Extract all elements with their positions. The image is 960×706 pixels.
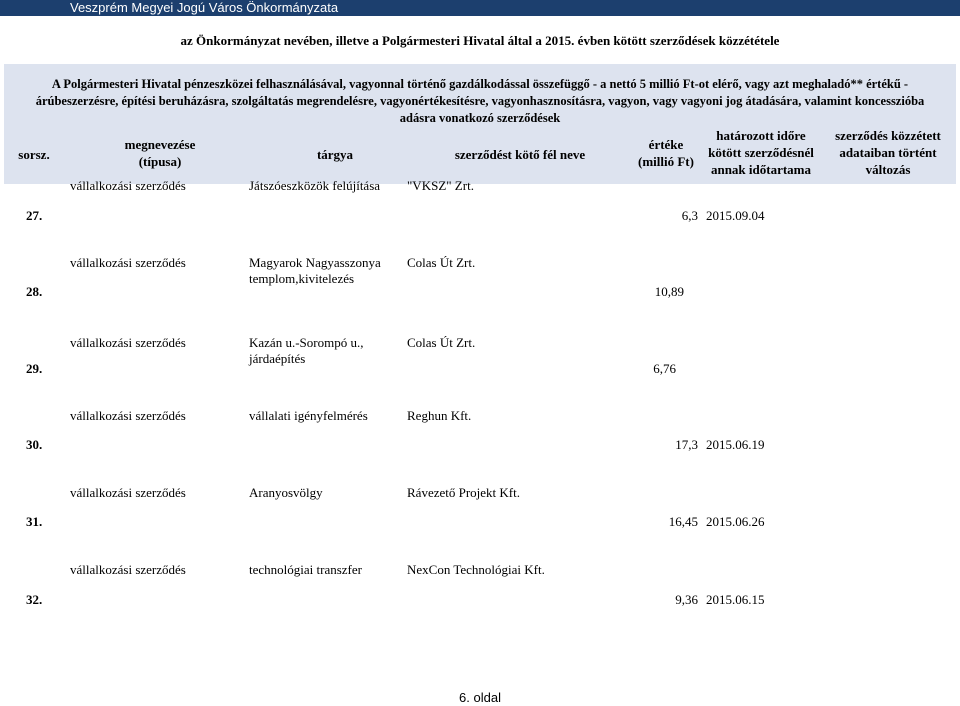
row-value: 9,36 bbox=[675, 592, 698, 607]
row-subject: Magyarok Nagyasszonya templom,kivitelezés bbox=[249, 255, 381, 286]
row-value: 17,3 bbox=[675, 437, 698, 452]
row-party: NexCon Technológiai Kft. bbox=[407, 562, 545, 577]
column-header-valtozas-line1: szerződés közzétett bbox=[835, 128, 941, 143]
column-header-megnevezese bbox=[100, 136, 220, 170]
column-header-idotartam-line3: annak időtartama bbox=[710, 162, 812, 177]
row-number: 30. bbox=[26, 437, 43, 452]
column-header-erteke-line1: értéke bbox=[648, 137, 684, 152]
row-number: 28. bbox=[26, 284, 43, 299]
row-subject: vállalati igényfelmérés bbox=[249, 408, 368, 423]
column-header-valtozas-line2: adataiban történt bbox=[839, 145, 937, 160]
column-header-targya: tárgya bbox=[316, 147, 354, 162]
row-number: 32. bbox=[26, 592, 43, 607]
row-party: "VKSZ" Zrt. bbox=[407, 178, 474, 193]
row-date: 2015.06.19 bbox=[706, 437, 765, 452]
column-header-idotartam-line2: kötött szerződésnél bbox=[708, 145, 814, 160]
column-header-sorsz: sorsz. bbox=[18, 147, 50, 162]
page-header-title: Veszprém Megyei Jogú Város Önkormányzata bbox=[70, 0, 339, 15]
row-type: vállalkozási szerződés bbox=[70, 178, 186, 193]
row-party: Colas Út Zrt. bbox=[407, 335, 476, 350]
column-header-fel: szerződést kötő fél neve bbox=[454, 147, 586, 162]
row-value: 16,45 bbox=[668, 514, 698, 529]
document-subtitle: az Önkormányzat nevében, illetve a Polgármesteri Hivatal által a 2015. évben kötött szerződések közzététele bbox=[180, 33, 780, 48]
row-date: 2015.06.26 bbox=[706, 514, 765, 529]
row-party: Reghun Kft. bbox=[407, 408, 472, 423]
row-subject: Játszóeszközök felújítása bbox=[249, 178, 381, 193]
row-type: vállalkozási szerződés bbox=[70, 485, 186, 500]
row-type: vállalkozási szerződés bbox=[70, 562, 186, 577]
column-header-erteke-line2: (millió Ft) bbox=[638, 154, 694, 169]
description-line-3: adásra vonatkozó szerződések bbox=[399, 111, 561, 125]
row-value: 10,89 bbox=[654, 284, 684, 299]
row-subject: technológiai transzfer bbox=[249, 562, 362, 577]
row-date: 2015.09.04 bbox=[706, 208, 765, 223]
column-header-idotartam-line1: határozott időre bbox=[716, 128, 806, 143]
description-line-1: A Polgármesteri Hivatal pénzeszközei felhasználásával, vagyonnal történő gazdálkodással összefüggő - a nettó 5 millió Ft-ot elérő, vagy azt meghaladó** értékű - bbox=[51, 77, 909, 91]
column-header-idotartam bbox=[700, 127, 822, 178]
row-subject: Kazán u.-Sorompó u., járdaépítés bbox=[249, 335, 364, 366]
table-description bbox=[0, 76, 960, 127]
row-party: Rávezető Projekt Kft. bbox=[407, 485, 520, 500]
row-type: vállalkozási szerződés bbox=[70, 255, 186, 270]
page-number: 6. oldal bbox=[459, 690, 501, 705]
row-subject: Aranyosvölgy bbox=[249, 485, 323, 500]
column-header-valtozas bbox=[820, 127, 956, 178]
row-value: 6,3 bbox=[681, 208, 698, 223]
page-header-bar bbox=[0, 0, 960, 16]
row-number: 27. bbox=[26, 208, 43, 223]
row-date: 2015.06.15 bbox=[706, 592, 765, 607]
description-line-2: árúbeszerzésre, építési beruházásra, szolgáltatás megrendelésre, vagyonértékesítésre, vagyonhasznosításra, vagyon, vagy vagyoni jog átadására, valamint koncesszióba bbox=[35, 94, 925, 108]
column-header-valtozas-line3: változás bbox=[865, 162, 911, 177]
column-header-erteke bbox=[626, 136, 706, 170]
row-number: 31. bbox=[26, 514, 43, 529]
row-number: 29. bbox=[26, 361, 43, 376]
row-value: 6,76 bbox=[653, 361, 676, 376]
row-type: vállalkozási szerződés bbox=[70, 408, 186, 423]
row-type: vállalkozási szerződés bbox=[70, 335, 186, 350]
column-header-megnevezese-line2: (típusa) bbox=[138, 154, 182, 169]
column-header-megnevezese-line1: megnevezése bbox=[124, 137, 196, 152]
row-party: Colas Út Zrt. bbox=[407, 255, 476, 270]
